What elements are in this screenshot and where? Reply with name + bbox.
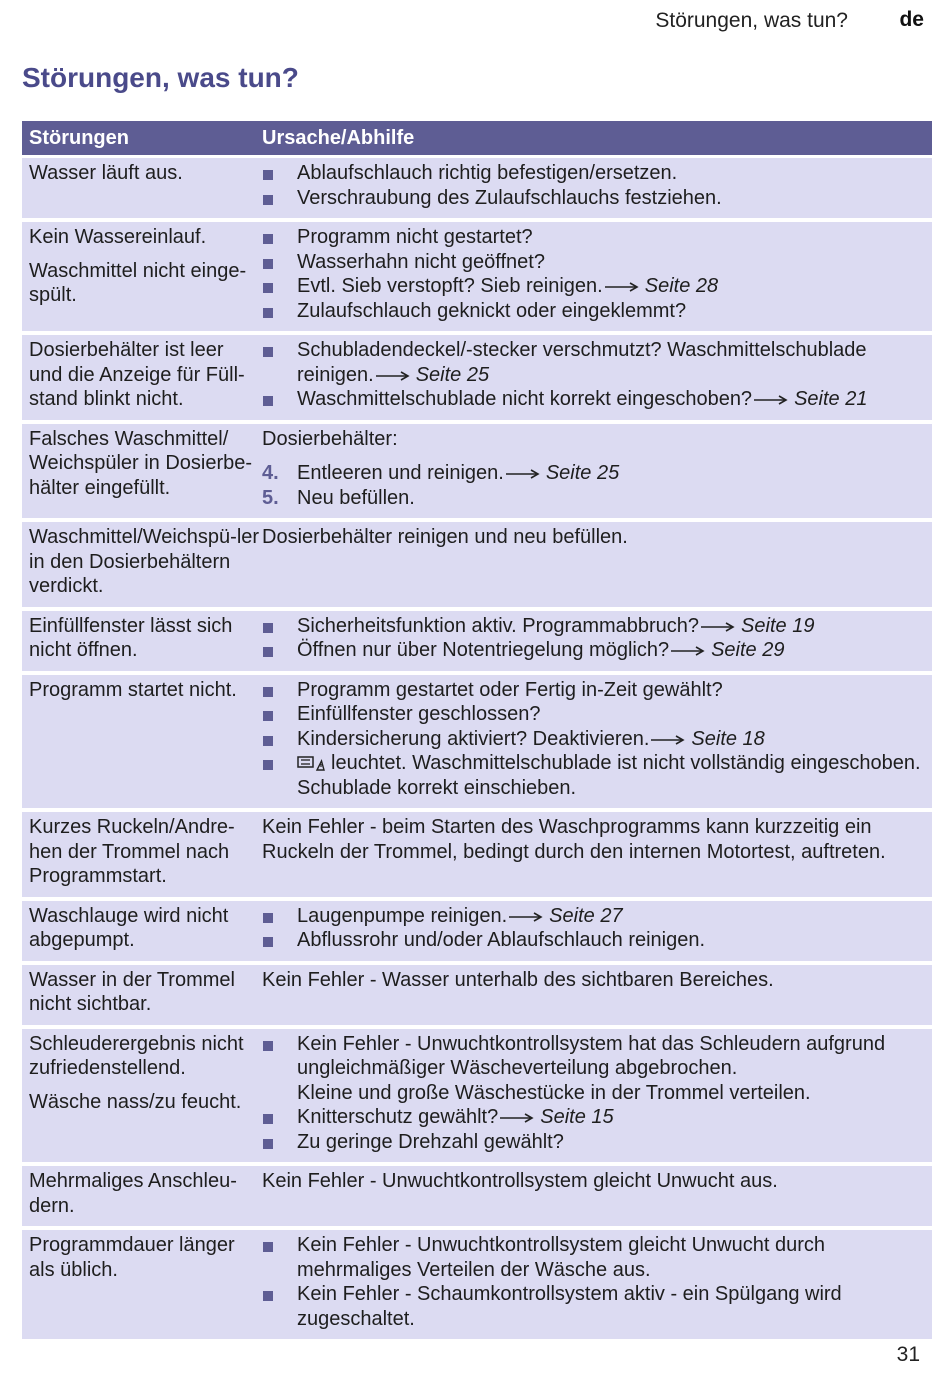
fault-cell xyxy=(22,1233,262,1331)
page-number: 31 xyxy=(896,1343,920,1366)
bullet-text: leuchtet. Waschmittelschublade ist nicht vollständig eingeschoben. xyxy=(331,752,921,774)
language-code: de xyxy=(899,8,924,31)
table-row xyxy=(22,965,932,1025)
bullet-square-icon xyxy=(263,1139,273,1149)
fault-text: Falsches Waschmittel/ Weichspüler in Dosierbe-hälter eingefüllt. xyxy=(29,427,253,499)
remedy-cell xyxy=(262,225,932,323)
remedy-text: Kein Fehler - beim Starten des Waschprogramms kann kurzzeitig ein Ruckeln der Trommel, bedingt durch den internen Motortest, auftreten. xyxy=(262,816,886,863)
bullet-square-icon xyxy=(263,283,273,293)
bullet-text: Kindersicherung aktiviert? Deaktivieren. xyxy=(297,727,650,750)
remedy-bullet xyxy=(262,1233,928,1282)
table-header xyxy=(22,121,932,155)
page-reference: Seite 15 xyxy=(540,1106,614,1128)
remedy-intro: Dosierbehälter: xyxy=(262,427,398,450)
fault-cell xyxy=(22,1032,262,1155)
table-row xyxy=(22,901,932,961)
table-row xyxy=(22,812,932,897)
bullet-square-icon xyxy=(263,760,273,770)
page-title: Störungen, was tun? xyxy=(22,62,299,93)
bullet-text: Einfüllfenster geschlossen? xyxy=(297,703,541,725)
remedy-bullet xyxy=(262,387,928,412)
remedy-step xyxy=(262,486,928,511)
bullet-square-icon xyxy=(263,711,273,721)
arrow-icon xyxy=(605,274,639,299)
remedy-bullet xyxy=(262,678,928,703)
remedy-bullet xyxy=(262,161,928,186)
bullet-square-icon xyxy=(263,396,273,406)
bullet-text: Knitterschutz gewählt? xyxy=(297,1106,499,1128)
column-header-faults: Störungen xyxy=(29,126,129,149)
bullet-text: Verschraubung des Zulaufschlauchs festziehen. xyxy=(297,186,722,209)
bullet-square-icon xyxy=(263,170,273,180)
remedy-cell xyxy=(262,525,932,599)
page-reference: Seite 25 xyxy=(415,363,490,386)
remedy-bullet xyxy=(262,751,928,800)
bullet-square-icon xyxy=(263,913,273,923)
page-reference: Seite 18 xyxy=(691,727,765,750)
page-reference: Seite 19 xyxy=(741,614,815,637)
remedy-text: Dosierbehälter reinigen und neu befüllen. xyxy=(262,526,628,548)
bullet-text: Kein Fehler - Unwuchtkontrollsystem gleicht Unwucht durch mehrmaliges Verteilen der Wäsche aus. xyxy=(297,1234,825,1281)
remedy-bullet xyxy=(262,928,928,953)
bullet-square-icon xyxy=(263,1041,273,1051)
remedy-cell xyxy=(262,1169,932,1218)
remedy-bullet xyxy=(262,1130,928,1155)
table-row xyxy=(22,158,932,218)
step-number: 4. xyxy=(262,462,279,484)
bullet-text: Zulaufschlauch geknickt oder eingeklemmt? xyxy=(297,299,687,322)
bullet-square-icon xyxy=(263,308,273,318)
bullet-square-icon xyxy=(263,1242,273,1252)
remedy-bullet xyxy=(262,727,928,752)
fault-text: Waschmittel/Weichspü-ler in den Dosierbehältern verdickt. xyxy=(29,526,260,597)
fault-cell xyxy=(22,815,262,889)
fault-text: Programm startet nicht. xyxy=(29,678,237,701)
arrow-icon xyxy=(651,727,685,752)
table-row xyxy=(22,222,932,331)
remedy-text: Kein Fehler - Wasser unterhalb des sichtbaren Bereiches. xyxy=(262,968,774,991)
fault-text: Mehrmaliges Anschleu-dern. xyxy=(29,1170,237,1217)
bullet-text: Sicherheitsfunktion aktiv. Programmabbruch? xyxy=(297,614,700,637)
drawer-warning-icon xyxy=(297,753,325,769)
arrow-icon xyxy=(671,638,705,663)
fault-cell xyxy=(22,427,262,511)
bullet-text: Laugenpumpe reinigen. xyxy=(297,904,508,927)
page-reference: Seite 25 xyxy=(545,462,620,484)
bullet-text: Abflussrohr und/oder Ablaufschlauch reinigen. xyxy=(297,929,706,951)
bullet-square-icon xyxy=(263,347,273,357)
bullet-text: Kein Fehler - Schaumkontrollsystem aktiv - ein Spülgang wird zugeschaltet. xyxy=(297,1283,842,1330)
bullet-text: Programm gestartet oder Fertig in-Zeit gewählt? xyxy=(297,678,723,701)
bullet-square-icon xyxy=(263,736,273,746)
bullet-square-icon xyxy=(263,647,273,657)
bullet-square-icon xyxy=(263,1114,273,1124)
bullet-text: Zu geringe Drehzahl gewählt? xyxy=(297,1130,564,1153)
table-row xyxy=(22,611,932,671)
bullet-square-icon xyxy=(263,1291,273,1301)
arrow-icon xyxy=(754,387,788,412)
fault-cell xyxy=(22,968,262,1017)
remedy-cell xyxy=(262,1032,932,1155)
remedy-cell xyxy=(262,968,932,1017)
arrow-icon xyxy=(500,1105,534,1130)
bullet-square-icon xyxy=(263,195,273,205)
fault-text: Programmdauer länger als üblich. xyxy=(29,1234,235,1281)
bullet-square-icon xyxy=(263,234,273,244)
bullet-text: Evtl. Sieb verstopft? Sieb reinigen. xyxy=(297,275,603,297)
fault-cell xyxy=(22,904,262,953)
table-row xyxy=(22,335,932,420)
remedy-bullet xyxy=(262,274,928,299)
troubleshooting-table xyxy=(22,121,932,1343)
fault-cell xyxy=(22,1169,262,1218)
arrow-icon xyxy=(506,461,540,486)
table-row xyxy=(22,675,932,809)
remedy-text: Kein Fehler - Unwuchtkontrollsystem gleicht Unwucht aus. xyxy=(262,1170,778,1192)
table-row xyxy=(22,424,932,519)
table-row xyxy=(22,1029,932,1163)
bullet-text-continued: Schublade korrekt einschieben. xyxy=(297,776,577,799)
fault-cell xyxy=(22,614,262,663)
remedy-bullet xyxy=(262,904,928,929)
remedy-cell xyxy=(262,427,932,511)
step-number: 5. xyxy=(262,486,279,509)
fault-text: Schleuderergebnis nicht zufriedenstellend. xyxy=(29,1032,244,1079)
bullet-text: Ablaufschlauch richtig befestigen/ersetzen. xyxy=(297,162,678,184)
step-text: Entleeren und reinigen. xyxy=(297,462,504,484)
table-row xyxy=(22,522,932,607)
remedy-bullet xyxy=(262,225,928,250)
remedy-bullet xyxy=(262,1032,928,1106)
remedy-bullet xyxy=(262,1105,928,1130)
bullet-text: Programm nicht gestartet? xyxy=(297,226,533,248)
bullet-text-continued: Kleine und große Wäschestücke in der Trommel verteilen. xyxy=(297,1081,811,1104)
remedy-cell xyxy=(262,161,932,210)
remedy-cell xyxy=(262,678,932,801)
fault-text: Wasser läuft aus. xyxy=(29,162,183,184)
remedy-step xyxy=(262,461,928,486)
fault-text: Dosierbehälter ist leer und die Anzeige für Füll-stand blinkt nicht. xyxy=(29,339,245,410)
arrow-icon xyxy=(376,363,410,388)
remedy-cell xyxy=(262,815,932,889)
remedy-bullet xyxy=(262,1282,928,1331)
fault-cell xyxy=(22,161,262,210)
page-reference: Seite 27 xyxy=(549,904,623,927)
remedy-cell xyxy=(262,1233,932,1331)
table-body xyxy=(22,158,932,1339)
column-header-remedy: Ursache/Abhilfe xyxy=(262,126,415,149)
bullet-text: Kein Fehler - Unwuchtkontrollsystem hat das Schleudern aufgrund ungleichmäßiger Wäscheverteilung abgebrochen. xyxy=(297,1032,886,1079)
bullet-text: Waschmittelschublade nicht korrekt eingeschoben? xyxy=(297,388,753,410)
remedy-bullet xyxy=(262,250,928,275)
fault-text: Waschlauge wird nicht abgepumpt. xyxy=(29,904,229,951)
bullet-text: Wasserhahn nicht geöffnet? xyxy=(297,250,545,273)
page-reference: Seite 28 xyxy=(644,275,719,297)
remedy-bullet xyxy=(262,186,928,211)
fault-cell xyxy=(22,225,262,323)
step-text: Neu befüllen. xyxy=(297,486,415,509)
remedy-bullet xyxy=(262,338,928,387)
fault-cell xyxy=(22,338,262,412)
fault-text: Wäsche nass/zu feucht. xyxy=(29,1090,242,1113)
fault-text: Waschmittel nicht einge-spült. xyxy=(29,259,247,306)
bullet-square-icon xyxy=(263,937,273,947)
bullet-square-icon xyxy=(263,687,273,697)
bullet-text: Öffnen nur über Notentriegelung möglich? xyxy=(297,639,670,661)
bullet-square-icon xyxy=(263,259,273,269)
arrow-icon xyxy=(701,614,735,639)
bullet-square-icon xyxy=(263,623,273,633)
bullet-text: Schubladendeckel/-stecker verschmutzt? Waschmittelschublade reinigen. xyxy=(297,339,867,386)
running-header-title: Störungen, was tun? xyxy=(655,9,848,32)
remedy-bullet xyxy=(262,299,928,324)
remedy-bullet xyxy=(262,614,928,639)
fault-text: Kein Wassereinlauf. xyxy=(29,226,207,248)
remedy-bullet xyxy=(262,638,928,663)
remedy-cell xyxy=(262,904,932,953)
fault-cell xyxy=(22,525,262,599)
table-row xyxy=(22,1230,932,1339)
page-reference: Seite 21 xyxy=(794,388,868,410)
page-reference: Seite 29 xyxy=(711,639,785,661)
fault-text: Wasser in der Trommel nicht sichtbar. xyxy=(29,968,235,1015)
fault-text: Einfüllfenster lässt sich nicht öffnen. xyxy=(29,614,233,661)
fault-text: Kurzes Ruckeln/Andre-hen der Trommel nach Programmstart. xyxy=(29,816,235,887)
remedy-cell xyxy=(262,338,932,412)
table-row xyxy=(22,1166,932,1226)
arrow-icon xyxy=(509,904,543,929)
remedy-bullet xyxy=(262,702,928,727)
fault-cell xyxy=(22,678,262,801)
remedy-cell xyxy=(262,614,932,663)
